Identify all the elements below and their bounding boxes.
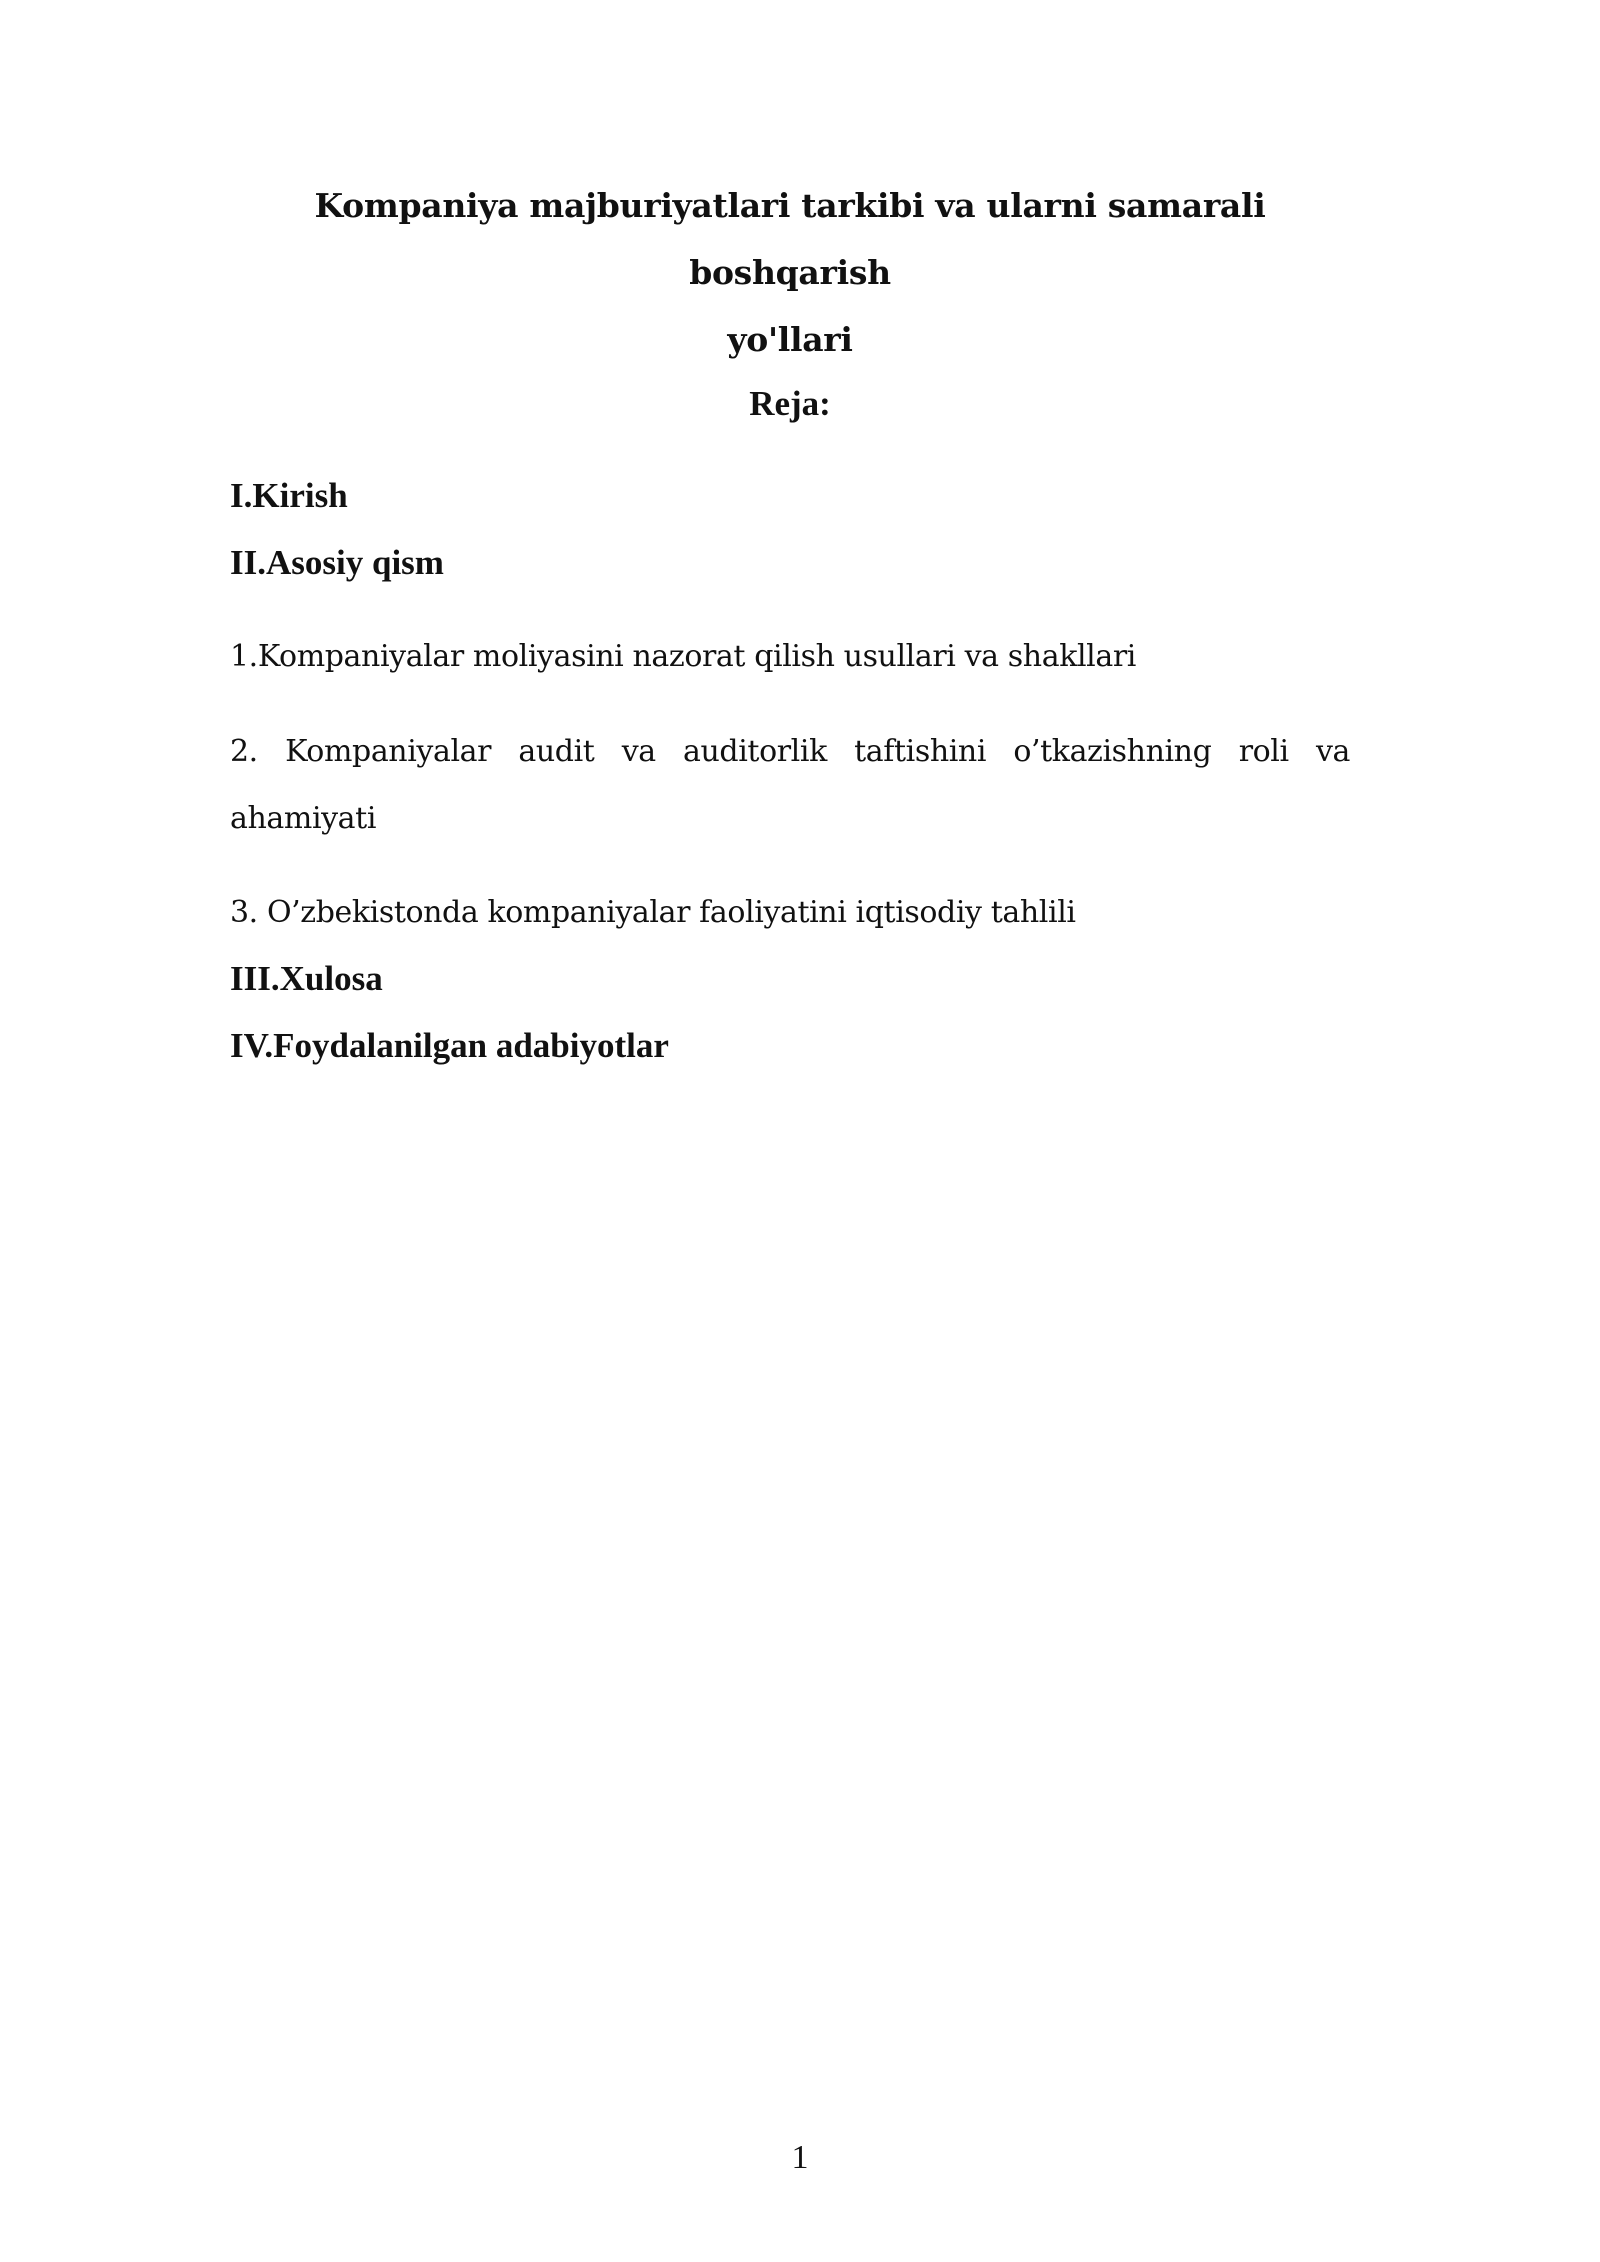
document-title <box>230 172 1350 373</box>
plan-heading: Reja: <box>749 384 831 423</box>
plan-subitem-2-line-2: ahamiyati <box>230 801 377 836</box>
document-title-line-2: yo'llari <box>727 320 853 359</box>
plan-subitem-3: 3. O’zbekistonda kompaniyalar faoliyatini iqtisodiy tahlili <box>230 895 1076 930</box>
document-title-line-1: Kompaniya majburiyatlari tarkibi va ularni samarali boshqarish <box>314 186 1266 292</box>
plan-item-conclusion: III.Xulosa <box>230 959 383 998</box>
plan-subitem-2 <box>230 718 1350 852</box>
plan-item-references: IV.Foydalanilgan adabiyotlar <box>230 1026 669 1065</box>
page-number: 1 <box>791 2139 809 2176</box>
plan-subitem-1: 1.Kompaniyalar moliyasini nazorat qilish usullari va shakllari <box>230 639 1136 674</box>
plan-item-main-part: II.Asosiy qism <box>230 543 444 582</box>
plan-subitem-2-line-1: 2. Kompaniyalar audit va auditorlik taftishini o’tkazishning roli va <box>230 734 1350 769</box>
plan-item-introduction: I.Kirish <box>230 476 348 515</box>
